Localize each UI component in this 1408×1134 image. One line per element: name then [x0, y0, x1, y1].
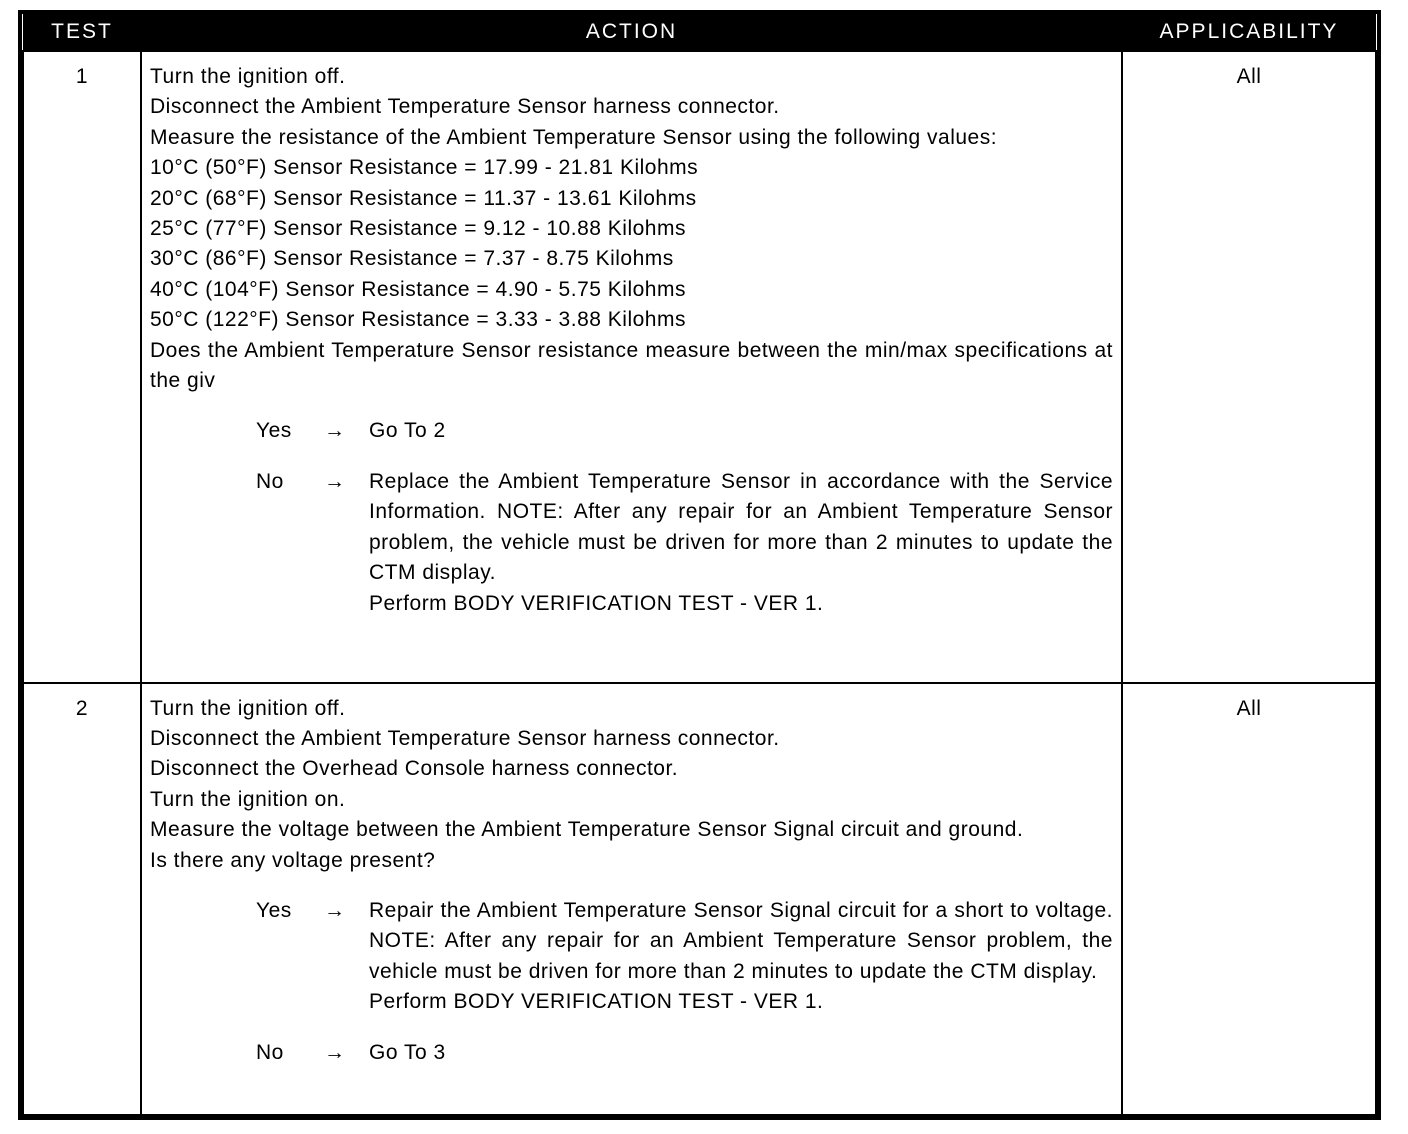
option-text: Replace the Ambient Temperature Sensor in accordance with the Service Information. NOTE: After any repair for an Ambient Temperature Sensor problem, the vehicle must be driven for more than 2 minutes to update the CTM display.	[369, 469, 1113, 585]
option-text: Go To 3	[369, 1040, 446, 1064]
applicability: All	[1122, 683, 1376, 1116]
option-text-2: Perform BODY VERIFICATION TEST - VER 1.	[369, 990, 824, 1014]
option-yes	[150, 416, 1113, 446]
table-row	[23, 51, 1376, 683]
action-step: 10°C (50°F) Sensor Resistance = 17.99 - 21.81 Kilohms	[150, 156, 699, 180]
test-number: 2	[23, 683, 141, 1116]
action-step: Disconnect the Overhead Console harness connector.	[150, 757, 679, 781]
arrow-icon: →	[324, 898, 346, 922]
arrow-icon: →	[324, 419, 346, 443]
action-step: Disconnect the Ambient Temperature Sensor harness connector.	[150, 95, 780, 119]
option-key: Yes	[256, 419, 292, 443]
action-step: Turn the ignition on.	[150, 787, 346, 811]
option-no	[150, 467, 1113, 619]
arrow-icon: →	[324, 1040, 346, 1064]
action-step: Turn the ignition off.	[150, 696, 346, 720]
action-step: Measure the voltage between the Ambient Temperature Sensor Signal circuit and ground.	[150, 818, 1024, 842]
option-key: No	[256, 469, 284, 493]
arrow-icon: →	[324, 469, 346, 493]
action-step: Turn the ignition off.	[150, 65, 346, 88]
option-key: No	[256, 1040, 284, 1064]
applicability: All	[1122, 51, 1376, 683]
option-key: Yes	[256, 898, 292, 922]
action-step: Measure the resistance of the Ambient Temperature Sensor using the following values:	[150, 125, 998, 149]
action-step: Disconnect the Ambient Temperature Sensor harness connector.	[150, 726, 780, 750]
action-step: 30°C (86°F) Sensor Resistance = 7.37 - 8.75 Kilohms	[150, 247, 674, 271]
option-no	[150, 1038, 1113, 1068]
option-text-2: Perform BODY VERIFICATION TEST - VER 1.	[369, 591, 824, 615]
option-yes	[150, 896, 1113, 1018]
table-row	[23, 683, 1376, 1116]
header-test: TEST	[23, 14, 141, 51]
action-cell	[141, 683, 1122, 1116]
header-action: ACTION	[141, 14, 1122, 51]
diagnostic-table	[18, 10, 1381, 1120]
action-step: Does the Ambient Temperature Sensor resistance measure between the min/max specifications at the giv	[150, 338, 1113, 393]
option-text: Go To 2	[369, 419, 446, 443]
action-step: 50°C (122°F) Sensor Resistance = 3.33 - 3.88 Kilohms	[150, 308, 686, 332]
header-applicability: APPLICABILITY	[1122, 14, 1376, 51]
action-cell	[141, 51, 1122, 683]
option-text: Repair the Ambient Temperature Sensor Signal circuit for a short to voltage. NOTE: After any repair for an Ambient Temperature Sensor problem, the vehicle must be driven for more than 2 minutes to update the CTM display.	[369, 898, 1113, 983]
action-step: 20°C (68°F) Sensor Resistance = 11.37 - 13.61 Kilohms	[150, 186, 697, 210]
test-number: 1	[23, 51, 141, 683]
action-step: Is there any voltage present?	[150, 848, 436, 872]
action-step: 40°C (104°F) Sensor Resistance = 4.90 - 5.75 Kilohms	[150, 277, 686, 301]
action-step: 25°C (77°F) Sensor Resistance = 9.12 - 10.88 Kilohms	[150, 217, 686, 241]
